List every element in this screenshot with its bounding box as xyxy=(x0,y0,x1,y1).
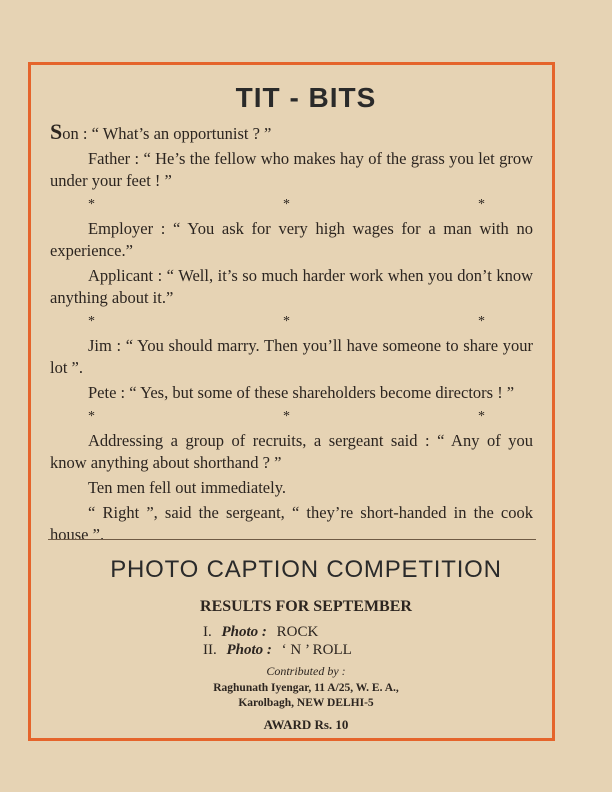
father-answer: Father : “ He’s the fellow who makes hay of the grass you let grow under your feet ! ” xyxy=(50,149,533,190)
star-mark: * xyxy=(478,197,485,212)
horizontal-divider xyxy=(48,539,536,540)
photo-entry xyxy=(203,624,318,641)
ten-men-line: Ten men fell out immediately. xyxy=(88,478,287,497)
contributed-by-label: Contributed by : xyxy=(266,664,346,678)
star-mark: * xyxy=(283,314,290,329)
photo-entry xyxy=(203,642,352,659)
sergeant-line: Addressing a group of recruits, a sergeant said : “ Any of you know anything about shorthand ? ” xyxy=(50,431,533,472)
results-heading: RESULTS FOR SEPTEMBER xyxy=(200,598,412,615)
applicant-line: Applicant : “ Well, it’s so much harder work when you don’t know anything about it.” xyxy=(50,266,533,307)
star-mark: * xyxy=(88,409,95,424)
star-mark: * xyxy=(283,197,290,212)
son-question xyxy=(50,119,533,145)
tit-bits-content xyxy=(50,119,533,549)
page-title: TIT - BITS xyxy=(235,82,377,113)
contributor-address: Karolbagh, NEW DELHI-5 xyxy=(238,697,374,709)
star-mark: * xyxy=(283,409,290,424)
star-mark: * xyxy=(478,409,485,424)
separator-stars xyxy=(50,312,533,332)
entry-value: ‘ N ’ ROLL xyxy=(281,642,352,658)
right-line: “ Right ”, said the sergeant, “ they’re short-handed in the cook house ”. xyxy=(50,503,533,544)
entry-number: II. xyxy=(203,642,217,658)
employer-line: Employer : “ You ask for very high wages for a man with no experience.” xyxy=(50,219,533,260)
son-question-text: on : “ What’s an opportunist ? ” xyxy=(62,124,272,143)
star-mark: * xyxy=(88,314,95,329)
star-mark: * xyxy=(88,197,95,212)
jim-line: Jim : “ You should marry. Then you’ll have someone to share your lot ”. xyxy=(50,336,533,377)
award-text: AWARD Rs. 10 xyxy=(263,717,349,732)
pete-line: Pete : “ Yes, but some of these shareholders become directors ! ” xyxy=(88,383,515,402)
entry-value: ROCK xyxy=(276,624,319,640)
star-mark: * xyxy=(478,314,485,329)
drop-initial: S xyxy=(50,119,63,144)
separator-stars xyxy=(50,195,533,215)
entry-number: I. xyxy=(203,624,212,640)
competition-title: PHOTO CAPTION COMPETITION xyxy=(110,556,502,583)
separator-stars xyxy=(50,407,533,427)
entry-label: Photo : xyxy=(226,642,272,658)
entry-label: Photo : xyxy=(221,624,267,640)
contributor-name: Raghunath Iyengar, 11 A/25, W. E. A., xyxy=(213,682,399,694)
